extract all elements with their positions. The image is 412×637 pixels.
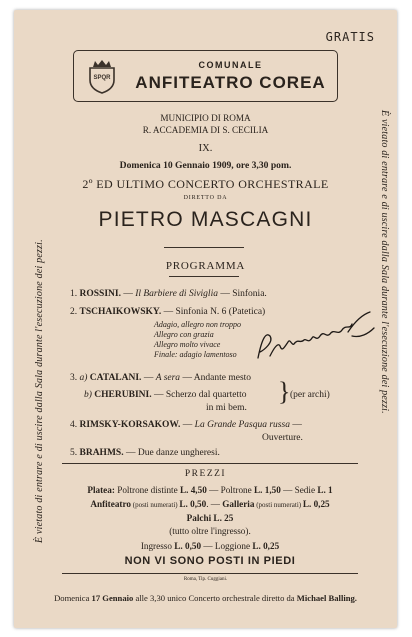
item-work: Il Barbiere di Siviglia	[135, 289, 218, 299]
side-notice-right: È vietato di entrare e di uscire dalla Sala durante l'esecuzione dei pezzi.	[379, 110, 390, 414]
item-tail: —	[289, 420, 302, 430]
anfiteatro-note: (posti numerati)	[130, 501, 180, 509]
item-separator: —	[151, 390, 166, 400]
movement-4: Finale: adagio lamentoso	[154, 350, 237, 359]
divider-3	[62, 463, 358, 464]
movement-3: Allegro molto vivace	[154, 340, 221, 349]
poltrone-label: — Poltrone	[206, 485, 255, 495]
concert-date: Domenica 10 Gennaio 1909, ore 3,30 pom.	[119, 160, 292, 171]
divider-1	[164, 247, 244, 248]
conductor-name: PIETRO MASCAGNI	[98, 208, 313, 231]
poltrone-price: L. 1,50	[254, 485, 281, 495]
palchi-price: Palchi L. 25	[186, 513, 234, 523]
programma-item-3b-key: in mi bem.	[206, 403, 247, 413]
galleria-note: (posti numerati)	[254, 501, 303, 509]
item-tail: Due danze ungheresi.	[137, 448, 220, 458]
galleria-label: Galleria	[222, 499, 255, 509]
movement-1: Adagio, allegro non troppo	[154, 320, 241, 329]
programma-item-3a	[70, 373, 251, 383]
item-number: 2.	[70, 307, 78, 317]
theatre-header-box	[73, 50, 338, 102]
concert-programme-sheet	[14, 10, 397, 628]
ingresso-note: (tutto oltre l'ingresso).	[169, 526, 251, 536]
footer-announcement	[30, 593, 381, 603]
footer-date: 17 Gennaio	[91, 593, 134, 603]
prezzi-heading: PREZZI	[184, 469, 227, 479]
item-composer: RIMSKY-KORSAKOW.	[79, 420, 181, 430]
programma-item-4-ouverture: Ouverture.	[262, 433, 303, 443]
footer-day: Domenica	[54, 593, 92, 603]
loggione-price: L. 0,25	[252, 541, 280, 551]
gratis-label: GRATIS	[325, 30, 375, 44]
item-work: A sera	[155, 373, 181, 383]
prezzi-line-5	[66, 541, 354, 551]
crown-shield-emblem-icon	[86, 58, 118, 94]
theatre-name: ANFITEATRO COREA	[135, 73, 326, 92]
diretto-da-label: DIRETTO DA	[183, 195, 228, 201]
programma-item-4	[70, 420, 302, 430]
anfiteatro-price: L. 0,50	[179, 499, 207, 509]
item-sub: a)	[79, 373, 88, 383]
ingresso-price: L. 0,50	[174, 541, 202, 551]
concert-number: IX.	[198, 143, 213, 154]
item-number: 3.	[70, 373, 78, 383]
side-notice-left: È vietato di entrare e di uscire dalla Sala durante l'esecuzione dei pezzi.	[34, 239, 45, 543]
divider-2	[169, 276, 239, 277]
platea-label: Platea:	[87, 485, 115, 495]
municipio-line: MUNICIPIO DI ROMA	[160, 113, 251, 123]
poltrone-distinte-label: Poltrone distinte	[114, 485, 180, 495]
item-composer: BRAHMS.	[79, 448, 124, 458]
item-separator: —	[161, 307, 176, 317]
programma-item-3b	[84, 390, 247, 400]
item-number: 4.	[70, 420, 78, 430]
brace-symbol: }	[278, 377, 291, 406]
item-sub: b)	[84, 390, 92, 400]
item-composer: TSCHAIKOWSKY.	[79, 307, 162, 317]
ingresso-label: Ingresso	[140, 541, 175, 551]
prezzi-line-2	[66, 499, 354, 509]
concert-title: 2º ED ULTIMO CONCERTO ORCHESTRALE	[82, 177, 329, 191]
item-work: La Grande Pasqua russa	[194, 420, 290, 430]
sedie-label: — Sedie	[280, 485, 318, 495]
item-tail: — Sinfonia.	[217, 289, 267, 299]
programma-item-2	[70, 307, 265, 317]
item-separator: —	[123, 448, 138, 458]
prezzi-line-1	[66, 485, 354, 495]
item-tail: — Andante mesto	[180, 373, 252, 383]
per-archi-note: (per archi)	[290, 390, 330, 400]
programma-item-5	[70, 448, 220, 458]
item-separator: —	[180, 420, 195, 430]
printer-credit: Roma, Tip. Cuggiani.	[183, 577, 228, 582]
item-separator: —	[120, 289, 136, 299]
programma-item-1	[70, 289, 267, 299]
mascagni-signature-icon	[252, 308, 377, 368]
no-standing-notice: NON VI SONO POSTI IN PIEDI	[124, 555, 296, 567]
movements-list	[154, 320, 241, 360]
emblem-text: SPQR	[93, 75, 111, 81]
item-composer: ROSSINI.	[79, 289, 121, 299]
footer-conductor: Michael Balling.	[296, 593, 357, 603]
item-work: Sinfonia N. 6 (Patetica)	[175, 307, 266, 317]
poltrone-distinte-price: L. 4,50	[179, 485, 207, 495]
footer-text: alle 3,30 unico Concerto orchestrale diretto da	[133, 593, 297, 603]
programma-heading: PROGRAMMA	[165, 260, 246, 272]
galleria-price: L. 0,25	[302, 499, 330, 509]
divider-4	[62, 573, 358, 574]
movement-2: Allegro con grazia	[154, 330, 214, 339]
item-number: 1.	[70, 289, 78, 299]
price-separator: . —	[206, 499, 223, 509]
loggione-label: — Loggione	[201, 541, 253, 551]
item-composer: CATALANI.	[89, 373, 142, 383]
item-separator: —	[141, 373, 156, 383]
anfiteatro-label: Anfiteatro	[90, 499, 131, 509]
item-number: 5.	[70, 448, 78, 458]
item-composer: CHERUBINI.	[94, 390, 152, 400]
accademia-line: R. ACCADEMIA DI S. CECILIA	[142, 125, 269, 135]
item-tail: Scherzo dal quartetto	[165, 390, 247, 400]
sedie-price: L. 1	[317, 485, 333, 495]
comunale-label: COMUNALE	[198, 60, 263, 70]
